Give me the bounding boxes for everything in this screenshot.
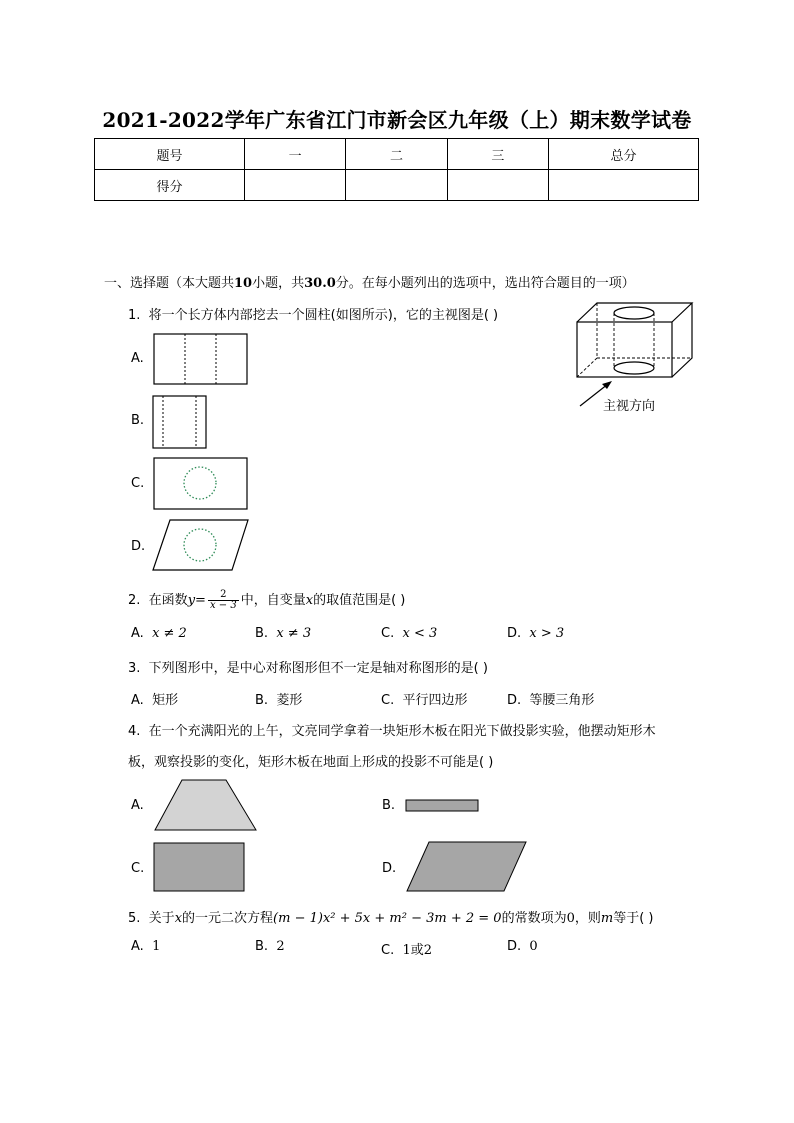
q2-option-d[interactable] xyxy=(507,626,564,641)
fraction-denominator: x − 3 xyxy=(209,600,237,611)
option-value: 1或2 xyxy=(402,943,433,958)
equation: (m − 1)x² + 5x + m² − 3m + 2 = 0 xyxy=(273,911,502,926)
option-value: x < 3 xyxy=(402,626,438,641)
option-a-figure[interactable] xyxy=(153,333,249,385)
q2-option-b[interactable] xyxy=(255,626,311,641)
question-number: 1. xyxy=(128,308,141,323)
question-text: ，则 xyxy=(574,911,601,926)
section-heading-text: 一、选择题（本大题共 xyxy=(104,276,235,291)
q3-option-c[interactable] xyxy=(381,689,468,708)
score-input-cell[interactable] xyxy=(549,170,699,201)
option-b-figure[interactable] xyxy=(152,395,208,449)
total-points: 30.0 xyxy=(304,276,336,291)
score-input-cell[interactable] xyxy=(346,170,447,201)
question-text: 在一个充满阳光的上午，文亮同学拿着一块矩形木板在阳光下做投影实验，他摆动矩形木 xyxy=(148,724,656,739)
score-input-cell[interactable] xyxy=(447,170,548,201)
rectangle-figure[interactable] xyxy=(153,842,246,893)
question-2 xyxy=(128,589,405,611)
q5-option-a[interactable] xyxy=(131,939,160,954)
option-value: 0 xyxy=(529,939,538,954)
fraction-numerator: 2 xyxy=(208,590,239,601)
option-label: C. xyxy=(381,943,395,958)
score-table-header-row xyxy=(95,139,699,170)
question-text: 的常数项为 xyxy=(501,911,567,926)
option-label: B. xyxy=(255,626,269,641)
score-cell: 总分 xyxy=(549,139,699,170)
q2-option-a[interactable] xyxy=(131,626,187,641)
thin-rectangle-figure[interactable] xyxy=(405,799,481,813)
page-title: 2021-2022学年广东省江门市新会区九年级（上）期末数学试卷 xyxy=(102,108,692,132)
option-label: B. xyxy=(255,939,269,954)
math-number: 0 xyxy=(566,911,575,926)
section-heading xyxy=(104,272,635,291)
q5-option-c[interactable] xyxy=(381,939,432,958)
option-value: 等腰三角形 xyxy=(529,693,595,708)
option-a[interactable]: A. xyxy=(131,351,144,366)
question-text: 的取值范围是( ) xyxy=(313,593,406,608)
option-value: 2 xyxy=(276,939,285,954)
option-d-figure[interactable] xyxy=(152,519,250,572)
q3-option-a[interactable] xyxy=(131,689,178,708)
score-cell: 一 xyxy=(244,139,345,170)
score-input-cell[interactable] xyxy=(244,170,345,201)
fraction xyxy=(208,590,239,611)
option-value: x ≠ 3 xyxy=(276,626,312,641)
math-var: y xyxy=(187,593,196,608)
view-direction-label: 主视方向 xyxy=(603,399,656,414)
math-var: m xyxy=(600,911,614,926)
q3-option-d[interactable] xyxy=(507,689,594,708)
question-number: 2. xyxy=(128,593,141,608)
q2-option-c[interactable] xyxy=(381,626,437,641)
math-op: = xyxy=(195,593,206,608)
option-value: 1 xyxy=(152,939,161,954)
q4-option-c[interactable]: C. xyxy=(131,861,145,876)
question-number: 3. xyxy=(128,661,141,676)
score-cell: 三 xyxy=(447,139,548,170)
option-d[interactable]: D. xyxy=(131,539,146,554)
option-label: C. xyxy=(381,693,395,708)
option-label: D. xyxy=(507,626,522,641)
option-value: 菱形 xyxy=(276,693,303,708)
question-text: 关于 xyxy=(148,911,175,926)
option-c-figure[interactable] xyxy=(153,457,249,510)
option-label: D. xyxy=(507,939,522,954)
score-table xyxy=(94,138,699,201)
q4-option-b[interactable]: B. xyxy=(382,798,396,813)
option-label: A. xyxy=(131,626,144,641)
score-cell: 二 xyxy=(346,139,447,170)
q5-option-d[interactable] xyxy=(507,939,538,954)
option-label: C. xyxy=(381,626,395,641)
option-value: x ≠ 2 xyxy=(152,626,187,641)
q4-option-d[interactable]: D. xyxy=(382,861,397,876)
section-heading-text: 小题，共 xyxy=(252,276,305,291)
option-c[interactable]: C. xyxy=(131,476,145,491)
question-text: 等于( ) xyxy=(613,911,654,926)
section-heading-text: 分。在每小题列出的选项中，选出符合题目的一项） xyxy=(335,276,635,291)
score-cell: 得分 xyxy=(95,170,245,201)
option-value: 平行四边形 xyxy=(402,693,468,708)
option-label: B. xyxy=(255,693,269,708)
question-5 xyxy=(128,907,653,926)
q4-option-a[interactable]: A. xyxy=(131,798,144,813)
option-value: x > 3 xyxy=(529,626,565,641)
parallelogram-figure[interactable] xyxy=(405,841,529,893)
question-1 xyxy=(128,304,498,323)
question-count: 10 xyxy=(234,276,253,291)
question-3 xyxy=(128,657,488,676)
q5-option-b[interactable] xyxy=(255,939,285,954)
option-b[interactable]: B. xyxy=(131,413,145,428)
question-4 xyxy=(128,720,656,739)
option-label: A. xyxy=(131,939,144,954)
q3-option-b[interactable] xyxy=(255,689,302,708)
option-label: D. xyxy=(507,693,522,708)
trapezoid-figure[interactable] xyxy=(153,779,258,832)
score-cell: 题号 xyxy=(95,139,245,170)
question-text: 在函数 xyxy=(148,593,188,608)
score-table-score-row xyxy=(95,170,699,201)
math-var: x xyxy=(174,911,183,926)
question-4-line2: 板，观察投影的变化，矩形木板在地面上形成的投影不可能是( ) xyxy=(128,755,494,770)
question-number: 4. xyxy=(128,724,141,739)
math-var: x xyxy=(305,593,314,608)
question-text: 将一个长方体内部挖去一个圆柱(如图所示)，它的主视图是( ) xyxy=(148,308,499,323)
question-text: 下列图形中，是中心对称图形但不一定是轴对称图形的是( ) xyxy=(148,661,488,676)
option-label: A. xyxy=(131,693,144,708)
question-text: 的一元二次方程 xyxy=(182,911,274,926)
question-text: 中，自变量 xyxy=(240,593,306,608)
option-value: 矩形 xyxy=(152,693,179,708)
question-number: 5. xyxy=(128,911,141,926)
